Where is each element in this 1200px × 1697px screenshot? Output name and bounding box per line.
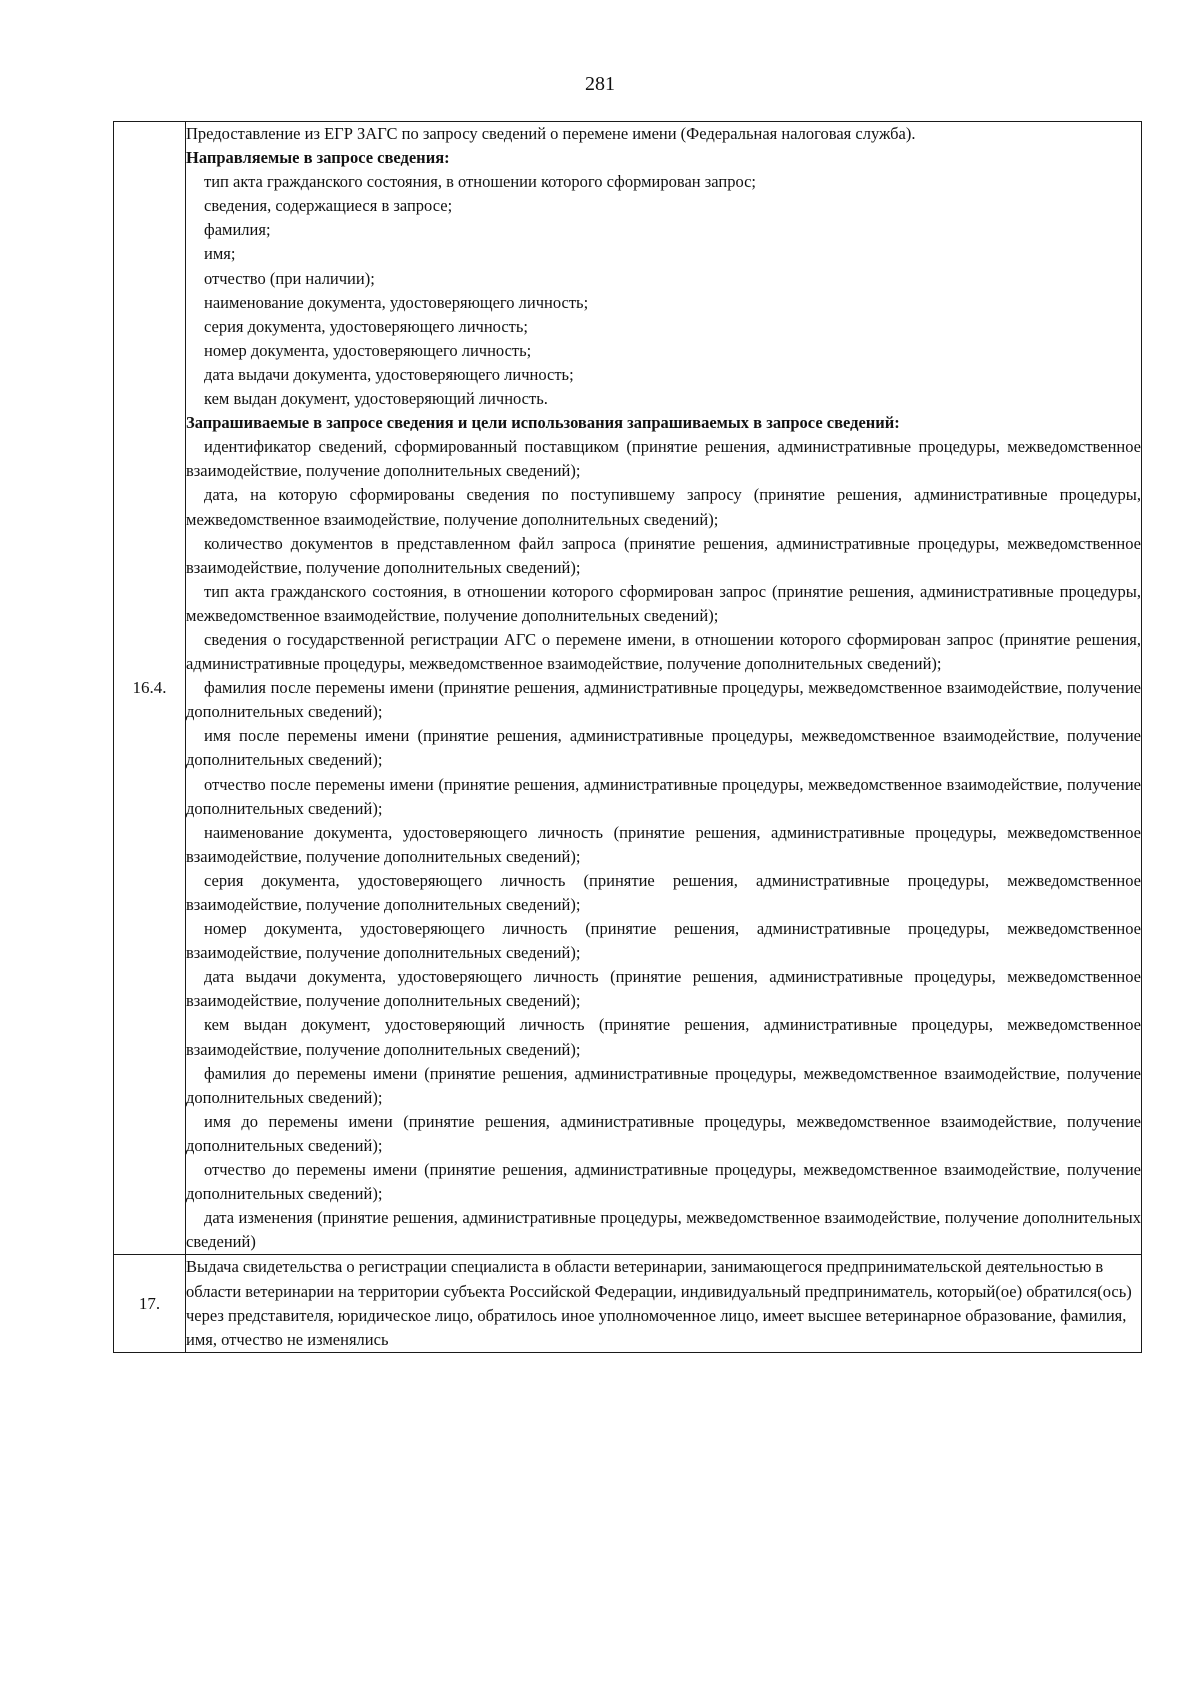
list-item: наименование документа, удостоверяющего личность (принятие решения, административные процедуры, межведомственное взаимодействие, получение дополнительных сведений);: [186, 822, 1141, 866]
list-item: отчество до перемены имени (принятие решения, административные процедуры, межведомственное взаимодействие, получение дополнительных сведений);: [186, 1160, 1141, 1204]
list-item: дата, на которую сформированы сведения по поступившему запросу (принятие решения, административные процедуры, межведомственное взаимодействие, получение дополнительных сведений);: [186, 485, 1141, 529]
service-intro: Предоставление из ЕГР ЗАГС по запросу сведений о перемене имени (Федеральная налоговая служба).: [186, 124, 916, 143]
list-item: сведения о государственной регистрации АГС о перемене имени, в отношении которого сформирован запрос (принятие решения, административные процедуры, межведомственное взаимодействие, получение дополнительных сведений);: [186, 629, 1141, 674]
list-item: имя до перемены имени (принятие решения, административные процедуры, межведомственное взаимодействие, получение дополнительных сведений);: [186, 1111, 1141, 1155]
row-number-16-4: 16.4.: [114, 122, 186, 1255]
list-item: серия документа, удостоверяющего личность (принятие решения, административные процедуры, межведомственное взаимодействие, получение дополнительных сведений);: [186, 870, 1141, 914]
list-item: кем выдан документ, удостоверяющий личность.: [204, 389, 548, 409]
list-item: серия документа, удостоверяющего личность;: [204, 316, 528, 336]
list-item: фамилия до перемены имени (принятие решения, административные процедуры, межведомственное взаимодействие, получение дополнительных сведений);: [186, 1063, 1141, 1107]
list-item: имя после перемены имени (принятие решения, административные процедуры, межведомственное взаимодействие, получение дополнительных сведений);: [186, 726, 1141, 770]
list-item: отчество после перемены имени (принятие решения, административные процедуры, межведомственное взаимодействие, получение дополнительных сведений);: [186, 774, 1141, 818]
list-item: количество документов в представленном файл запроса (принятие решения, административные процедуры, межведомственное взаимодействие, получение дополнительных сведений);: [186, 533, 1141, 577]
list-item: наименование документа, удостоверяющего личность;: [204, 292, 589, 312]
row-content-16-4: [186, 122, 1142, 1255]
table-row-16-4: [114, 122, 1142, 1255]
list-item: дата выдачи документа, удостоверяющего личность;: [204, 364, 574, 384]
services-table: [113, 121, 1142, 1353]
list-item: фамилия после перемены имени (принятие решения, административные процедуры, межведомственное взаимодействие, получение дополнительных сведений);: [186, 678, 1141, 722]
service-17-text: Выдача свидетельства о регистрации специалиста в области ветеринарии, занимающегося предпринимательской деятельностью в области ветеринарии на территории субъекта Российской Федерации, индивидуальный предприниматель, который(ое) обратился(ось) через представителя, юридическое лицо, обратилось иное уполномоченное лицо, имеет высшее ветеринарное образование, фамилия, имя, отчество не изменялись: [186, 1257, 1132, 1349]
row-content-17: [186, 1255, 1142, 1352]
sent-heading: Направляемые в запросе сведения:: [186, 148, 450, 168]
requested-heading: Запрашиваемые в запросе сведения и цели использования запрашиваемых в запросе сведений:: [186, 413, 900, 433]
list-item: фамилия;: [204, 220, 271, 240]
list-item: идентификатор сведений, сформированный поставщиком (принятие решения, административные процедуры, межведомственное взаимодействие, получение дополнительных сведений);: [186, 437, 1141, 481]
list-item: тип акта гражданского состояния, в отношении которого сформирован запрос;: [204, 172, 757, 192]
sent-items-list: [186, 170, 1141, 411]
list-item: кем выдан документ, удостоверяющий личность (принятие решения, административные процедуры, межведомственное взаимодействие, получение дополнительных сведений);: [186, 1015, 1141, 1059]
list-item: имя;: [204, 244, 236, 264]
list-item: отчество (при наличии);: [204, 268, 375, 288]
page-number: 281: [585, 73, 615, 95]
list-item: сведения, содержащиеся в запросе;: [204, 196, 453, 216]
requested-items-list: [186, 435, 1141, 1254]
list-item: тип акта гражданского состояния, в отношении которого сформирован запрос (принятие решения, административные процедуры, межведомственное взаимодействие, получение дополнительных сведений);: [186, 581, 1141, 625]
row-number-17: 17.: [114, 1255, 186, 1352]
list-item: номер документа, удостоверяющего личность;: [204, 340, 532, 360]
list-item: номер документа, удостоверяющего личность (принятие решения, административные процедуры, межведомственное взаимодействие, получение дополнительных сведений);: [186, 919, 1141, 963]
list-item: дата выдачи документа, удостоверяющего личность (принятие решения, административные процедуры, межведомственное взаимодействие, получение дополнительных сведений);: [186, 967, 1141, 1011]
list-item: дата изменения (принятие решения, административные процедуры, межведомственное взаимодействие, получение дополнительных сведений): [186, 1208, 1141, 1252]
table-row-17: [114, 1255, 1142, 1352]
